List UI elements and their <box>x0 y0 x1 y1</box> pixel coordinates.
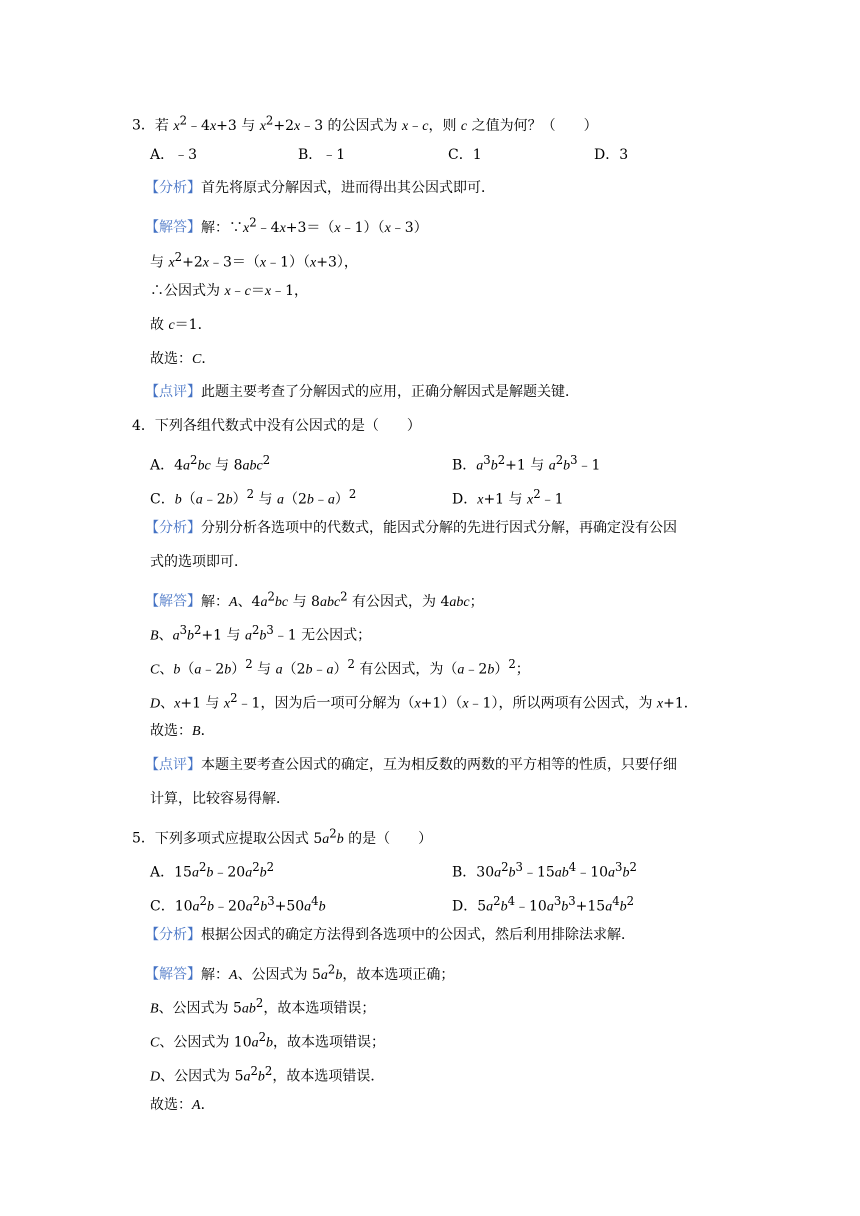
answer-line: D、公因式为 $5a^2b^2$，故本选项错误． <box>150 1064 385 1085</box>
answer-line: D、x+1 与 $x^2﹣1$，因为后一项可分解为（x+1）（x﹣1），所以两项有公因式，为 x+1． <box>150 691 698 712</box>
question-number: 4． <box>132 418 155 434</box>
answer-line: 【解答】解：$\because x^2﹣4x+3=(x﹣1)(x﹣3)$ <box>145 215 428 236</box>
comment-tag: 【点评】 <box>145 384 201 400</box>
option-a: A．$15a^2b﹣20a^2b^2$ <box>150 860 275 881</box>
answer-tag: 【解答】 <box>145 593 201 610</box>
analysis-tag: 【分析】 <box>145 927 201 943</box>
question-stem: 下列各组代数式中没有公因式的是（ ） <box>154 418 421 434</box>
option-c: C．$10a^2b﹣20a^2b^3+50a^4b$ <box>150 894 326 915</box>
option-d: D．x+1 与 $x^2﹣1$ <box>452 487 564 508</box>
option-b: B．$a^3b^2+1$ 与 $a^2b^3﹣1$ <box>452 453 601 474</box>
option-b: B．﹣1 <box>298 147 346 163</box>
answer-tag: 【解答】 <box>145 219 201 236</box>
analysis-line: 式的选项即可． <box>150 554 248 570</box>
answer-line: 【解答】解：A、公因式为 $5a^2b$，故本选项正确； <box>145 962 455 983</box>
question-number: 5． <box>132 830 155 847</box>
analysis-tag: 【分析】 <box>145 180 201 196</box>
comment-line: 计算，比较容易得解． <box>150 791 290 807</box>
answer-line: 故选：C． <box>150 351 216 367</box>
comment-text: 此题主要考查了分解因式的应用，正确分解因式是解题关键． <box>201 384 579 400</box>
option-c: C．b（a﹣2b）$^2$ 与 a（2b﹣a）$^2$ <box>150 487 357 508</box>
option-c: C．1 <box>448 147 482 163</box>
question-4 <box>132 416 421 436</box>
option-b: B．$30a^2b^3﹣15ab^4﹣10a^3b^2$ <box>452 860 637 881</box>
option-a: A．$4a^2bc$ 与 8abc$^2$ <box>150 453 271 474</box>
comment: 【点评】本题主要考查公因式的确定，互为相反数的两数的平方相等的性质，只要仔细 <box>145 757 677 773</box>
answer-tag: 【解答】 <box>145 966 201 983</box>
answer-line: ∴公因式为 x﹣c＝x﹣1， <box>150 283 309 299</box>
answer-line: 故选：B． <box>150 723 215 739</box>
question-stem: 下列多项式应提取公因式 $5a^2b$ 的是（ ） <box>154 826 433 847</box>
comment-tag: 【点评】 <box>145 757 201 773</box>
answer-line: 故选：A． <box>150 1097 215 1113</box>
option-d: D．$5a^2b^4﹣10a^3b^3+15a^4b^2$ <box>452 894 635 915</box>
option-a: A．﹣3 <box>150 147 198 163</box>
answer-line: C、公因式为 $10a^2b$，故本选项错误； <box>150 1030 386 1051</box>
comment <box>145 382 579 402</box>
option-d: D．3 <box>594 147 629 163</box>
analysis: 【分析】根据公因式的确定方法得到各选项中的公因式，然后利用排除法求解． <box>145 927 635 943</box>
answer-line: B、$a^3b^2+1$ 与 $a^2b^3﹣1$ 无公因式； <box>150 623 372 644</box>
question-5 <box>132 823 432 850</box>
analysis-text: 首先将原式分解因式，进而得出其公因式即可． <box>201 180 495 196</box>
analysis <box>145 178 495 198</box>
question-stem: 若 $x^2﹣4x+3$ 与 $x^2+2x﹣3$ 的公因式为 x﹣c，则 c 之值为何？（ ） <box>154 113 598 134</box>
analysis: 【分析】分别分析各选项中的代数式，能因式分解的先进行因式分解，再确定没有公因 <box>145 520 677 536</box>
answer-line: 与 $x^2+2x﹣3=(x﹣1)(x+3)$， <box>150 250 358 271</box>
answer-line: B、公因式为 $5ab^2$，故本选项错误； <box>150 996 376 1017</box>
question-3 <box>132 110 598 137</box>
answer-line: C、b（a﹣2b）$^2$ 与 a（2b﹣a）$^2$ 有公因式，为（a﹣2b）$^2$； <box>150 657 530 678</box>
answer-line: 故 c＝1． <box>150 317 212 333</box>
analysis-tag: 【分析】 <box>145 520 201 536</box>
question-number: 3． <box>132 117 155 134</box>
answer-line: 【解答】解：A、$4a^2bc$ 与 8abc$^2$ 有公因式，为 4abc； <box>145 589 484 610</box>
